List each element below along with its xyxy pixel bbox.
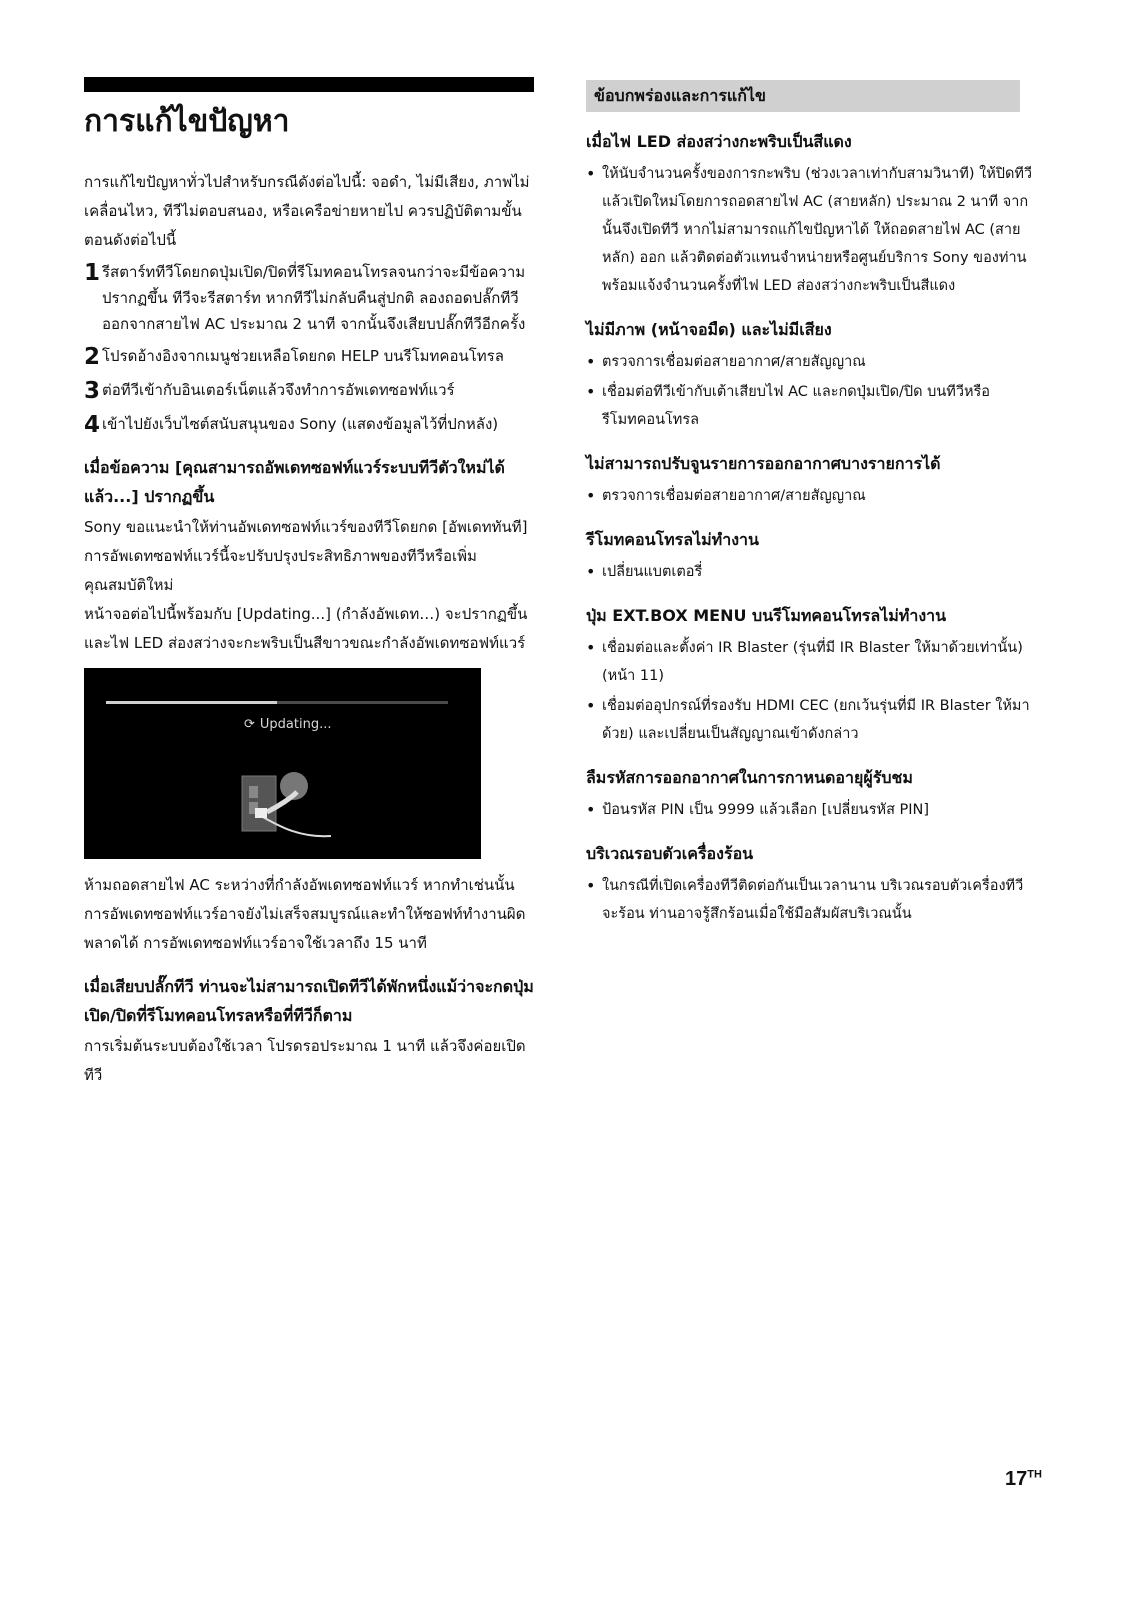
list-item: • เชื่อมต่อและตั้งค่า IR Blaster (รุ่นที่มี IR Blaster ให้มาด้วยเท่านั้น) (หน้า 11) [586,634,1036,690]
group-heading-remote: รีโมทคอนโทรลไม่ทำงาน [586,530,759,549]
group-heading-led: เมื่อไฟ LED ส่องสว่างกะพริบเป็นสีแดง [586,132,852,151]
list-item: • ตรวจการเชื่อมต่อสายอากาศ/สายสัญญาณ [586,482,1036,510]
section-header: ข้อบกพร่องและการแก้ไข [586,80,1020,112]
step-1 [84,259,534,337]
list-item: • เชื่อมต่อทีวีเข้ากับเต้าเสียบไฟ AC และกดปุ่มเปิด/ปิด บนทีวีหรือรีโมทคอนโทรล [586,378,1036,434]
update-paragraph-1: Sony ขอแนะนำให้ท่านอัพเดทซอฟท์แวร์ของทีวีโดยกด [อัพเดททันที] การอัพเดทซอฟท์แวร์นี้จะปรับปรุงประสิทธิภาพของทีวีหรือเพิ่มคุณสมบัติใหม่ [84,518,528,594]
list-item: • ตรวจการเชื่อมต่อสายอากาศ/สายสัญญาณ [586,348,1036,376]
group-heading-heat: บริเวณรอบตัวเครื่องร้อน [586,844,754,863]
group-heading-pin: ลืมรหัสการออกอากาศในการกาหนดอายุผู้รับชม [586,768,913,787]
group-heading-extbox: ปุ่ม EXT.BOX MENU บนรีโมทคอนโทรลไม่ทำงาน [586,606,947,625]
intro-paragraph: การแก้ไขปัญหาทั่วไปสำหรับกรณีดังต่อไปนี้: จอดำ, ไม่มีเสียง, ภาพไม่เคลื่อนไหว, ทีวีไม่ตอบสนอง, หรือเครือข่ายหายไป ควรปฏิบัติตามขั้นตอนดังต่อไปนี้ [84,173,530,249]
page-number-suffix: TH [1027,1468,1042,1481]
step-text: เข้าไปยังเว็บไซต์สนับสนุนของ Sony (แสดงข้อมูลไว้ที่ปกหลัง) [102,415,499,433]
page-number [1005,1468,1042,1491]
group-list-led [586,160,1036,300]
title-rule [84,77,534,92]
update-heading: เมื่อข้อความ [คุณสามารถอัพเดทซอฟท์แวร์ระบบทีวีตัวใหม่ได้แล้ว...] ปรากฏขึ้น [84,458,505,506]
list-item: • เปลี่ยนแบตเตอรี่ [586,558,1036,586]
step-2 [84,343,534,371]
update-paragraph-2: หน้าจอต่อไปนี้พร้อมกับ [Updating...] (กำลังอัพเดท…) จะปรากฏขึ้น และไฟ LED ส่องสว่างจะกะพริบเป็นสีขาวขณะกำลังอัพเดทซอฟท์แวร์ [84,605,528,652]
list-item: • ให้นับจำนวนครั้งของการกะพริบ (ช่วงเวลาเท่ากับสามวินาที) ให้ปิดทีวีแล้วเปิดใหม่โดยการถอดสายไฟ AC (สายหลัก) ประมาณ 2 นาที จากนั้นจึงเปิดทีวี หากไม่สามารถแก้ไขปัญหาได้ ให้ถอดสายไฟ AC (สายหลัก) ออก แล้วติดต่อตัวแทนจำหน่ายหรือศูนย์บริการ Sony ของท่าน พร้อมแจ้งจำนวนครั้งที่ไฟ LED ส่องสว่างกะพริบเป็นสีแดง [586,160,1036,300]
list-item: • ในกรณีที่เปิดเครื่องทีวีติดต่อกันเป็นเวลานาน บริเวณรอบตัวเครื่องทีวีจะร้อน ท่านอาจรู้สึกร้อนเมื่อใช้มือสัมผัสบริเวณนั้น [586,872,1036,928]
step-text: โปรดอ้างอิงจากเมนูช่วยเหลือโดยกด HELP บนรีโมทคอนโทรล [102,347,504,365]
plug-heading: เมื่อเสียบปลั๊กทีวี ท่านจะไม่สามารถเปิดทีวีได้พักหนึ่งแม้ว่าจะกดปุ่มเปิด/ปิดที่รีโมทคอนโทรลหรือที่ทีวีก็ตาม [84,977,534,1025]
group-list-extbox [586,634,1036,748]
page-number-value: 17 [1005,1468,1028,1490]
refresh-icon: ⟳ [244,717,255,732]
group-list-no-picture [586,348,1036,434]
plug-paragraph: การเริ่มต้นระบบต้องใช้เวลา โปรดรอประมาณ 1 นาที แล้วจึงค่อยเปิดทีวี [84,1037,526,1084]
step-3 [84,377,534,405]
progress-bar [106,701,448,704]
list-item: • เชื่อมต่ออุปกรณ์ที่รองรับ HDMI CEC (ยกเว้นรุ่นที่มี IR Blaster ให้มาด้วย) และเปลี่ยนเป็นสัญญาณเข้าดังกล่าว [586,692,1036,748]
updating-label [244,717,332,732]
step-number: 1 [84,260,101,286]
page-title: การแก้ไขปัญหา [84,104,290,139]
group-list-pin [586,796,1036,824]
step-number: 4 [84,412,101,438]
group-list-heat [586,872,1036,928]
step-text: รีสตาร์ททีวีโดยกดปุ่มเปิด/ปิดที่รีโมทคอนโทรลจนกว่าจะมีข้อความปรากฏขึ้น ทีวีจะรีสตาร์ท หากทีวีไม่กลับคืนสู่ปกติ ลองถอดปลั๊กทีวีออกจากสายไฟ AC ประมาณ 2 นาที จากนั้นจึงเสียบปลั๊กทีวีอีกครั้ง [102,263,526,333]
right-column [586,80,1036,930]
progress-bar-fill [106,701,277,704]
list-item: • ป้อนรหัส PIN เป็น 9999 แล้วเลือก [เปลี่ยนรหัส PIN] [586,796,1036,824]
updating-text: Updating... [259,717,332,732]
step-4 [84,411,534,439]
warning-paragraph: ห้ามถอดสายไฟ AC ระหว่างที่กำลังอัพเดทซอฟท์แวร์ หากทำเช่นนั้น การอัพเดทซอฟท์แวร์อาจยังไม่เสร็จสมบูรณ์และทำให้ซอฟท์ทำงานผิดพลาดได้ การอัพเดทซอฟท์แวร์อาจใช้เวลาถึง 15 นาที [84,876,526,952]
step-number: 3 [84,378,101,404]
group-heading-no-picture: ไม่มีภาพ (หน้าจอมืด) และไม่มีเสียง [586,320,832,339]
group-list-remote [586,558,1036,586]
power-plug-icon [239,768,334,843]
group-heading-tuning: ไม่สามารถปรับจูนรายการออกอากาศบางรายการได้ [586,454,941,473]
step-number: 2 [84,344,101,370]
group-list-tuning [586,482,1036,510]
step-text: ต่อทีวีเข้ากับอินเตอร์เน็ตแล้วจึงทำการอัพเดทซอฟท์แวร์ [102,381,455,399]
left-column [84,77,534,1090]
updating-screen-illustration [84,668,481,859]
